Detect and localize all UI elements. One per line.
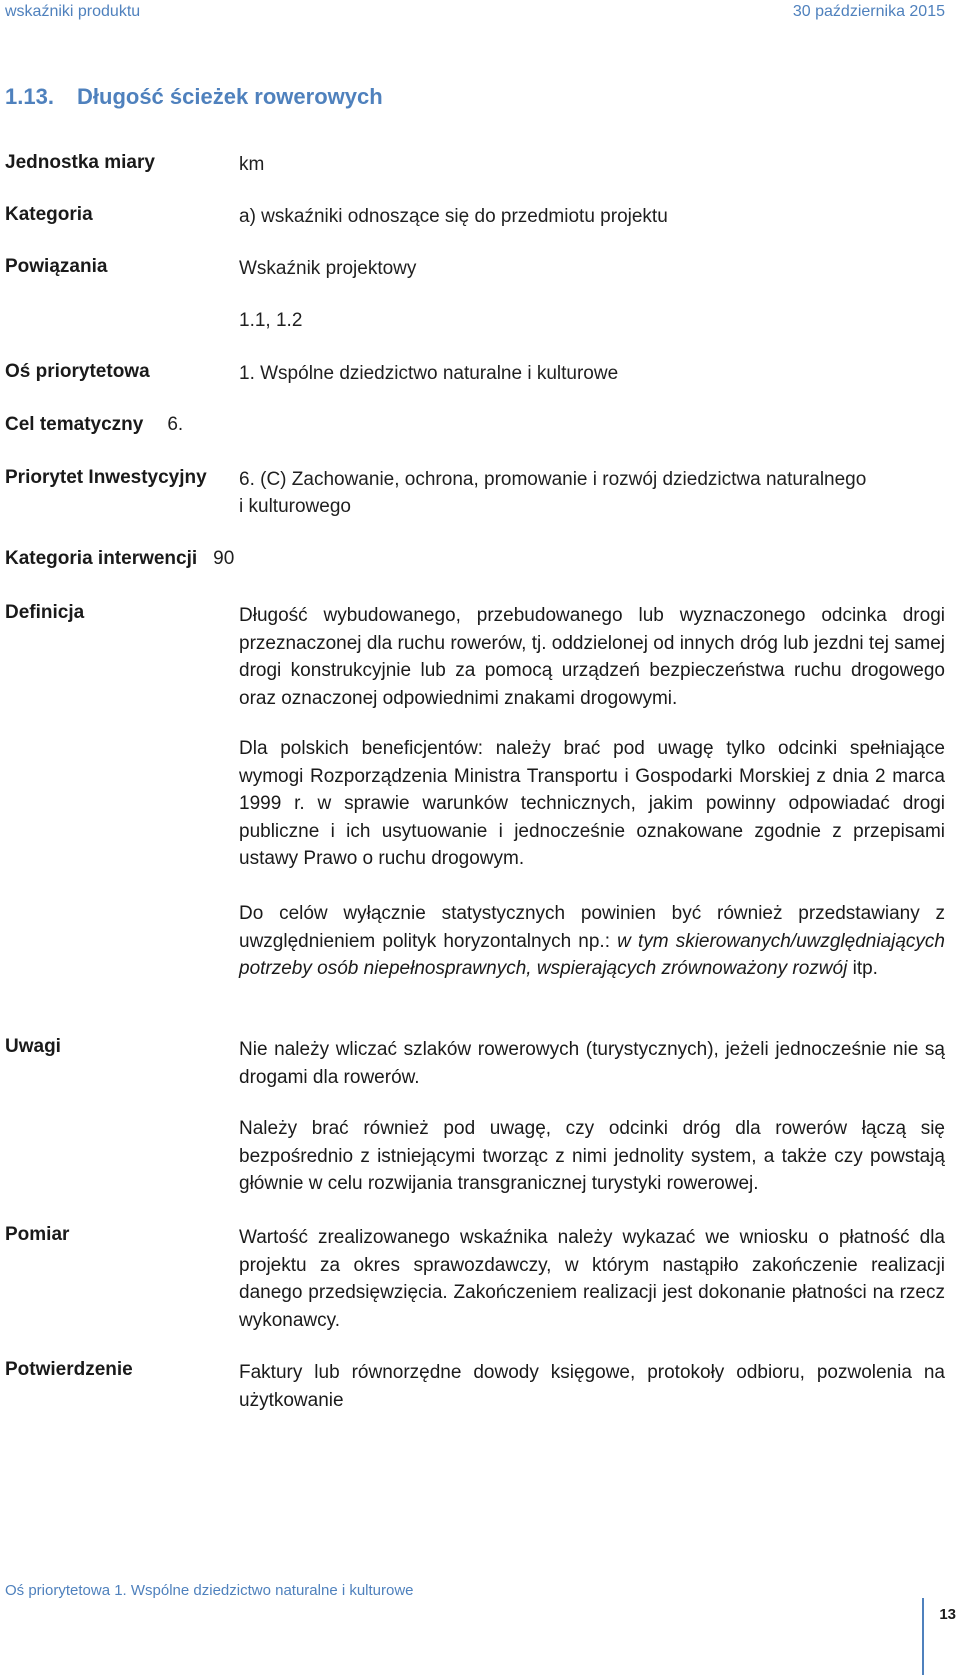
value-kategoria-interwencji: 90 <box>213 548 235 569</box>
uwagi-paragraph-2: Należy brać również pod uwagę, czy odcinki dróg dla rowerów łączą się bezpośrednio z istniejącymi tworząc z nimi jednolity system, a także czy powstają głównie w celu rozwijania transgranicznej turystyki rowerowej. <box>239 1118 945 1194</box>
footer-text: Oś priorytetowa 1. Wspólne dziedzictwo naturalne i kulturowe <box>5 1582 414 1599</box>
value-kategoria: a) wskaźniki odnoszące się do przedmiotu projektu <box>239 206 668 227</box>
definicja-paragraph-3 <box>239 900 945 983</box>
section-number: 1.13. <box>5 84 54 109</box>
value-powiazania-1: Wskaźnik projektowy <box>239 258 417 279</box>
potwierdzenie-paragraph: Faktury lub równorzędne dowody księgowe, protokoły odbioru, pozwolenia na użytkowanie <box>239 1362 945 1411</box>
definicja-p3-start: Do celów wyłącznie statystycznych powinien być również przedstawiany z uwzględnieniem polityk horyzontalnych np.: <box>239 903 945 952</box>
definicja-p3-italic: w tym skierowanych/uwzględniających potrzeby osób niepełnosprawnych, wspierających zrównoważony rozwój <box>239 930 945 979</box>
value-cel: 6. <box>167 414 184 435</box>
label-kategoria: Kategoria <box>5 204 93 225</box>
value-priorytet-2: i kulturowego <box>239 496 351 517</box>
value-powiazania-2: 1.1, 1.2 <box>239 310 303 331</box>
label-os: Oś priorytetowa <box>5 361 150 382</box>
pomiar-paragraph: Wartość zrealizowanego wskaźnika należy wykazać we wniosku o płatność dla projektu za okres sprawozdawczy, w którym nastąpiło zakończenie realizacji danego przedsięwzięcia. Zakończeniem realizacji jest dokonanie płatności na rzecz wykonawcy. <box>239 1227 945 1331</box>
label-priorytet: Priorytet Inwestycyjny <box>5 467 207 488</box>
label-cel <box>5 414 183 436</box>
section-title-text: Długość ścieżek rowerowych <box>77 84 383 109</box>
label-cel-text: Cel tematyczny <box>5 414 144 435</box>
uwagi-paragraph-1: Nie należy wliczać szlaków rowerowych (turystycznych), jeżeli jednocześnie nie są drogami dla rowerów. <box>239 1039 945 1088</box>
page-number: 13 <box>939 1606 956 1623</box>
definicja-paragraph-2: Dla polskich beneficjentów: należy brać pod uwagę tylko odcinki spełniające wymogi Rozporządzenia Ministra Transportu i Gospodarki Morskiej z dnia 2 marca 1999 r. w sprawie warunków technicznych, jakim powinny odpowiadać drogi publiczne i ich usytuowanie i jednocześnie oznakowane zgodnie z przepisami ustawy Prawo o ruchu drogowym. <box>239 738 945 869</box>
label-potwierdzenie: Potwierdzenie <box>5 1359 133 1380</box>
value-os: 1. Wspólne dziedzictwo naturalne i kulturowe <box>239 363 619 384</box>
definicja-p3-end: itp. <box>847 958 878 979</box>
value-priorytet-1: 6. (C) Zachowanie, ochrona, promowanie i rozwój dziedzictwa naturalnego <box>239 469 867 490</box>
label-uwagi: Uwagi <box>5 1036 61 1057</box>
label-kategoria-interwencji <box>5 548 234 570</box>
label-definicja: Definicja <box>5 602 85 623</box>
section-title <box>5 84 383 110</box>
definicja-paragraph-1: Długość wybudowanego, przebudowanego lub wyznaczonego odcinka drogi przeznaczonej dla ruchu rowerów, tj. oddzielonej od innych dróg lub jezdni tej samej drogi konstrukcyjnie lub za pomocą urządzeń bezpieczeństwa ruchu drogowego oraz oznaczonej odpowiednimi znakami drogowymi. <box>239 605 945 709</box>
header-date: 30 października 2015 <box>792 3 945 20</box>
label-jednostka: Jednostka miary <box>5 152 155 173</box>
label-pomiar: Pomiar <box>5 1224 70 1245</box>
label-kategoria-interwencji-text: Kategoria interwencji <box>5 548 198 569</box>
value-jednostka: km <box>239 154 265 175</box>
header-left: wskaźniki produktu <box>5 3 141 20</box>
label-powiazania: Powiązania <box>5 256 108 277</box>
